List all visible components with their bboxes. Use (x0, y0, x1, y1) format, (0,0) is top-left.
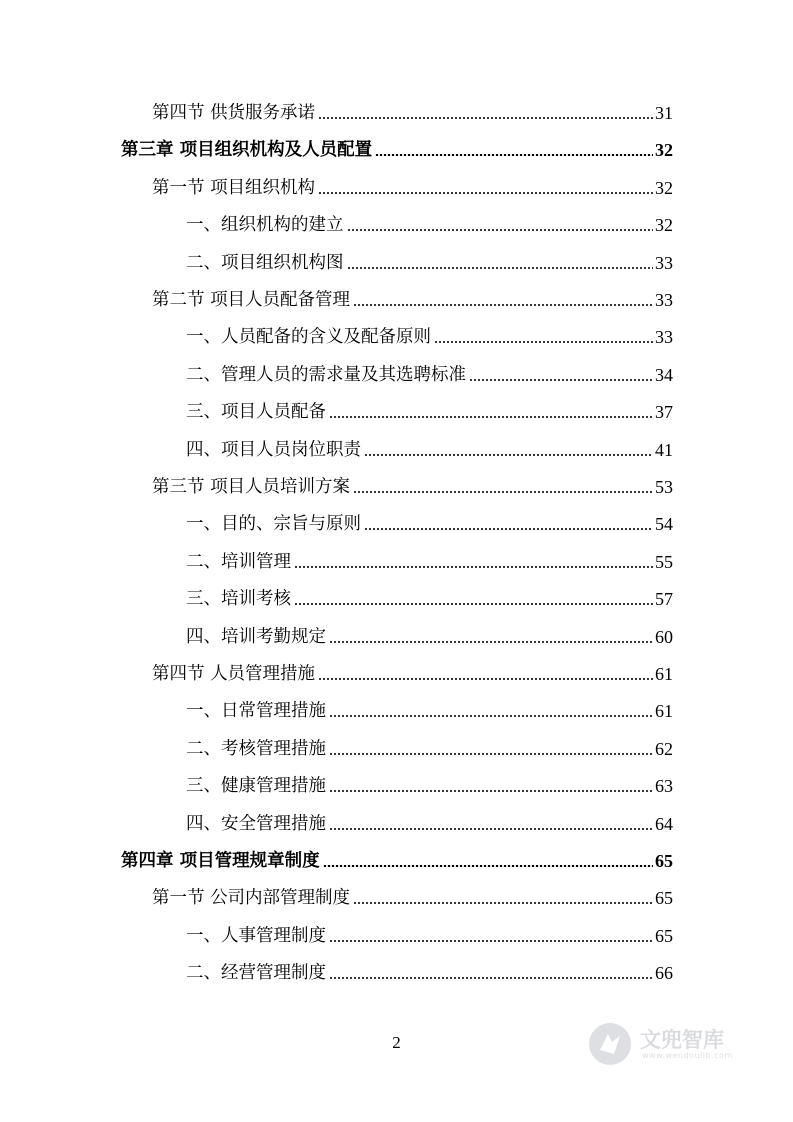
toc-leader-dots (294, 603, 653, 605)
toc-entry-page: 66 (655, 963, 673, 984)
toc-entry-item[interactable] (186, 322, 673, 348)
toc-leader-dots (434, 341, 653, 343)
toc-leader-dots (329, 641, 653, 643)
toc-entry-title: 三、项目人员配备 (186, 402, 326, 423)
toc-leader-dots (353, 491, 653, 493)
toc-entry-item[interactable] (186, 622, 673, 648)
toc-entry-title: 二、经营管理制度 (186, 963, 326, 984)
toc-entry-item[interactable] (186, 696, 673, 722)
toc-entry-item[interactable] (186, 509, 673, 535)
toc-entry-title: 二、考核管理措施 (186, 738, 326, 759)
toc-entry-page: 32 (655, 215, 673, 236)
toc-leader-dots (329, 753, 653, 755)
toc-entry-page: 60 (655, 626, 673, 647)
toc-leader-dots (364, 528, 653, 530)
toc-entry-page: 65 (655, 925, 673, 946)
toc-entry-title: 第三章 项目组织机构及人员配置 (121, 140, 373, 161)
toc-entry-page: 61 (655, 664, 673, 684)
toc-entry-title: 四、培训考勤规定 (186, 626, 326, 647)
toc-entry-page: 63 (655, 776, 673, 797)
toc-leader-dots (329, 790, 653, 792)
toc-entry-page: 62 (655, 738, 673, 759)
toc-entry-title: 一、日常管理措施 (186, 701, 326, 722)
toc-entry-title: 一、人员配备的含义及配备原则 (186, 327, 431, 348)
toc-entry-page: 55 (655, 551, 673, 572)
toc-entry-page: 33 (655, 252, 673, 273)
toc-leader-dots (318, 192, 653, 194)
watermark-brand: 文兜智库 (640, 1027, 724, 1052)
toc-entry-section[interactable] (152, 285, 673, 311)
toc-entry-title: 第一节 公司内部管理制度 (152, 888, 351, 909)
toc-entry-page: 54 (655, 514, 673, 535)
toc-entry-section[interactable] (152, 883, 673, 909)
toc-entry-section[interactable] (152, 98, 673, 124)
toc-entry-page: 32 (655, 177, 673, 198)
toc-entry-title: 第一节 项目组织机构 (152, 177, 316, 198)
toc-leader-dots (375, 154, 653, 156)
toc-entry-page: 64 (655, 813, 673, 834)
toc-leader-dots (329, 828, 653, 830)
watermark-url: www.wendoulib.com (642, 1050, 733, 1060)
toc-entry-page: 33 (655, 327, 673, 348)
watermark (586, 1014, 766, 1074)
toc-leader-dots (329, 940, 653, 942)
toc-entry-page: 65 (655, 851, 673, 871)
toc-entry-item[interactable] (186, 921, 673, 947)
toc-entry-page: 32 (655, 140, 673, 161)
toc-entry-title: 一、目的、宗旨与原则 (186, 514, 361, 535)
toc-leader-dots (469, 379, 653, 381)
toc-leader-dots (347, 267, 654, 269)
toc-entry-title: 二、项目组织机构图 (186, 252, 344, 273)
toc-entry-title: 一、组织机构的建立 (186, 215, 344, 236)
toc-entry-page: 61 (655, 701, 673, 722)
toc-entry-item[interactable] (186, 547, 673, 573)
toc-entry-title: 第三节 项目人员培训方案 (152, 477, 351, 497)
toc-entry-page: 41 (655, 439, 673, 460)
toc-leader-dots (323, 865, 653, 867)
toc-entry-item[interactable] (186, 584, 673, 610)
toc-entry-chapter[interactable] (121, 135, 673, 161)
toc-entry-title: 第二节 项目人员配备管理 (152, 290, 351, 310)
toc-entry-title: 二、管理人员的需求量及其选聘标准 (186, 364, 466, 385)
toc-entry-page: 57 (655, 589, 673, 610)
page-number: 2 (392, 1033, 401, 1052)
toc-entry-page: 65 (655, 888, 673, 909)
toc-entry-item[interactable] (186, 360, 673, 386)
toc-entry-item[interactable] (186, 397, 673, 423)
toc-entry-item[interactable] (186, 248, 673, 274)
toc-entry-title: 第四节 供货服务承诺 (152, 103, 316, 123)
toc-leader-dots (329, 977, 653, 979)
toc-entry-title: 第四章 项目管理规章制度 (121, 851, 320, 871)
toc-entry-page: 37 (655, 402, 673, 423)
toc-entry-chapter[interactable] (121, 846, 673, 872)
toc-entry-section[interactable] (152, 472, 673, 498)
toc-entry-title: 三、健康管理措施 (186, 776, 326, 797)
toc-leader-dots (353, 902, 653, 904)
toc-entry-item[interactable] (186, 771, 673, 797)
toc-entry-title: 四、项目人员岗位职责 (186, 439, 361, 460)
toc-entry-section[interactable] (152, 659, 673, 685)
toc-entry-title: 一、人事管理制度 (186, 925, 326, 946)
toc-entry-section[interactable] (152, 173, 673, 199)
toc-entry-title: 四、安全管理措施 (186, 813, 326, 834)
toc-entry-page: 53 (655, 477, 673, 497)
toc-entry-page: 31 (655, 103, 673, 123)
toc-entry-item[interactable] (186, 734, 673, 760)
toc-leader-dots (294, 566, 653, 568)
toc-leader-dots (329, 715, 653, 717)
brand-logo-icon (586, 1020, 634, 1068)
toc-entry-page: 33 (655, 290, 673, 310)
toc-leader-dots (318, 678, 653, 680)
toc-leader-dots (329, 416, 653, 418)
toc-leader-dots (364, 454, 653, 456)
toc-entry-item[interactable] (186, 958, 673, 984)
toc-entry-item[interactable] (186, 435, 673, 461)
toc-entry-title: 二、培训管理 (186, 551, 291, 572)
toc-entry-item[interactable] (186, 809, 673, 835)
toc-leader-dots (318, 117, 653, 119)
toc-leader-dots (353, 304, 653, 306)
toc-entry-title: 三、培训考核 (186, 589, 291, 610)
toc-entry-item[interactable] (186, 210, 673, 236)
toc-entry-page: 34 (655, 364, 673, 385)
toc-entry-title: 第四节 人员管理措施 (152, 664, 316, 684)
toc-leader-dots (347, 229, 654, 231)
